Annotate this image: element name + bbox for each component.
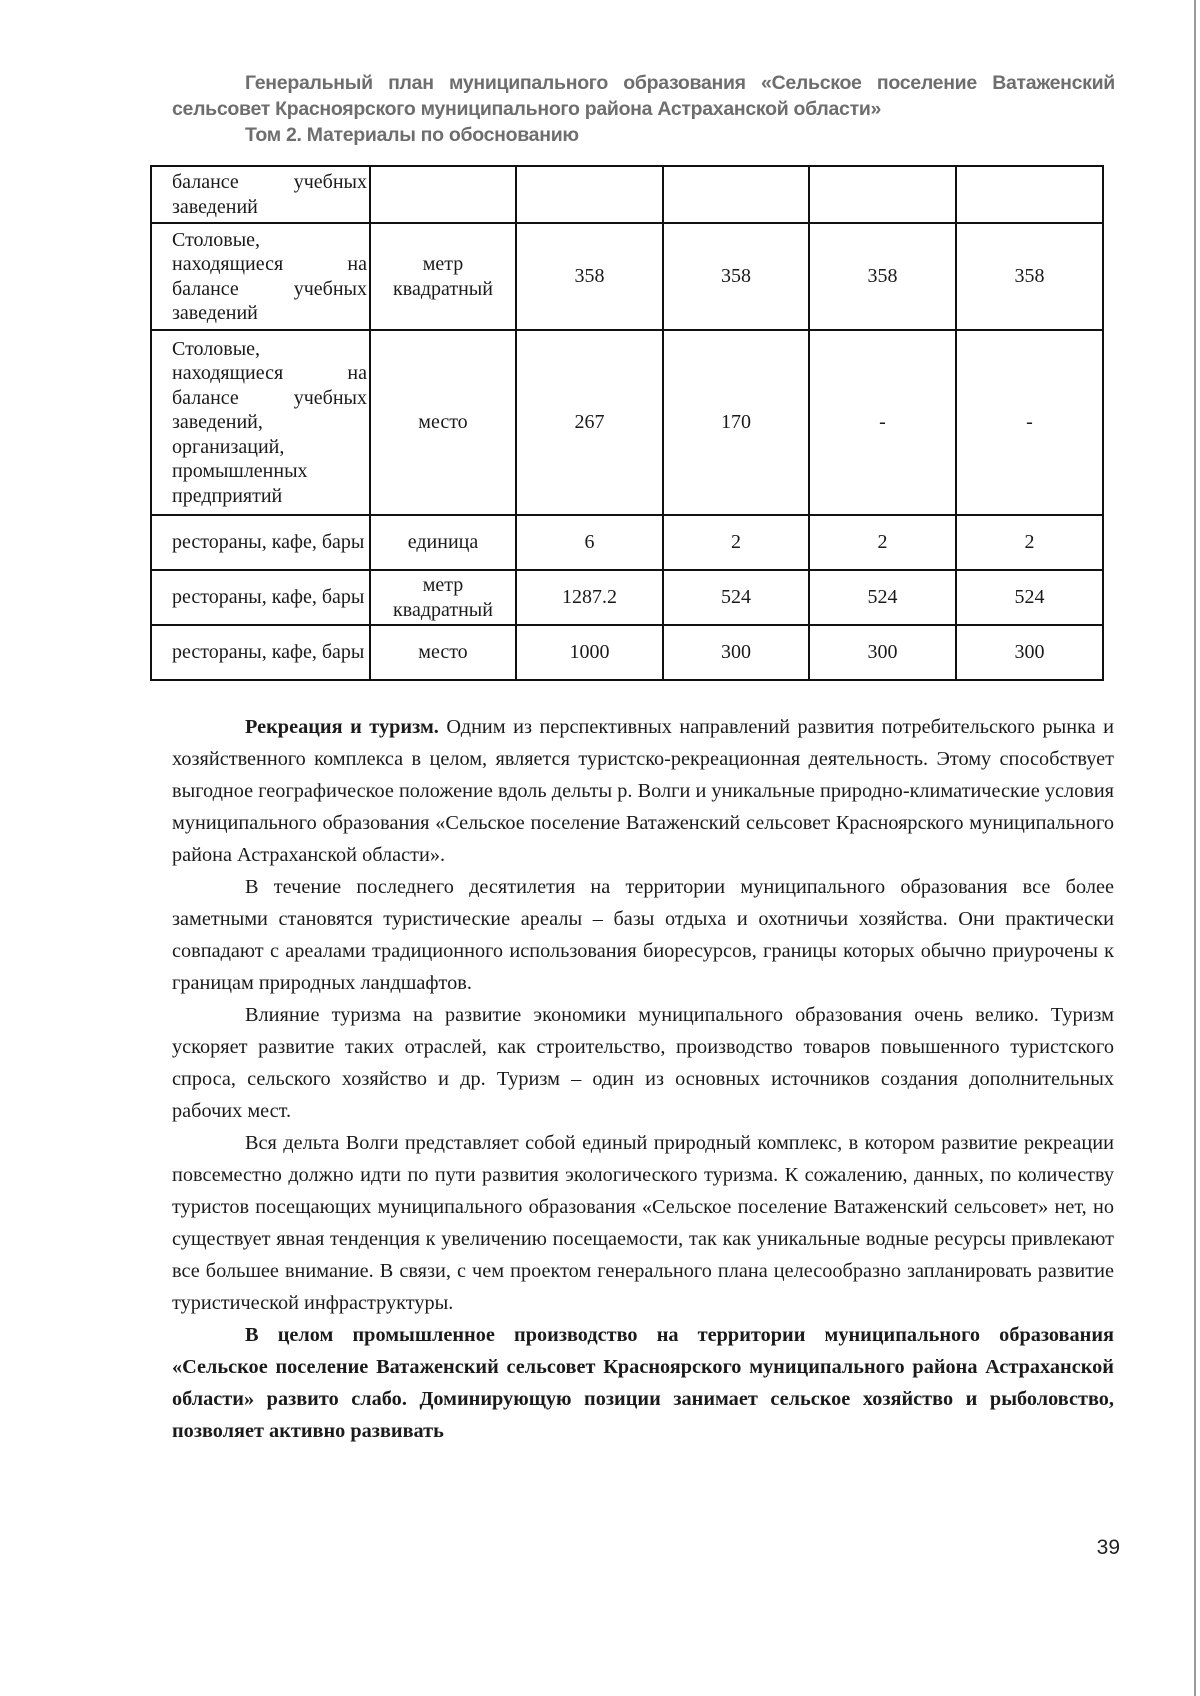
table-row <box>151 625 1103 680</box>
header-title-line-2: сельсовет Красноярского муниципального района Астраханской области» <box>172 98 882 120</box>
table-cell-value: 2 <box>663 515 809 570</box>
indicators-table <box>150 165 1104 681</box>
table-cell-value: 300 <box>809 625 956 680</box>
paragraph-industry-summary: В целом промышленное производство на территории муниципального образования «Сельское поселение Ватаженский сельсовет Красноярского муниципального района Астраханской области» развито слабо. Доминирующую позиции занимает сельское хозяйство и рыболовство, позволяет активно развивать <box>172 1324 1114 1442</box>
body-text <box>172 711 1114 1447</box>
table-cell-value: 358 <box>663 223 809 330</box>
table-cell-value: 300 <box>956 625 1103 680</box>
table-cell-unit: место <box>370 625 516 680</box>
table-cell-value: 1287.2 <box>516 570 663 625</box>
table-cell-unit: метр квадратный <box>370 570 516 625</box>
table-cell-name: Столовые, находящиеся на балансе учебных заведений <box>151 223 370 330</box>
table-cell-value: 524 <box>809 570 956 625</box>
paragraph-volga-delta: Вся дельта Волги представляет собой единый природный комплекс, в котором развитие рекреации повсеместно должно идти по пути развития экологического туризма. К сожалению, данных, по количеству туристов посещающих муниципального образования «Сельское поселение Ватаженский сельсовет» нет, но существует явная тенденция к увеличению посещаемости, так как уникальные водные ресурсы привлекают все большее внимание. В связи, с чем проектом генерального плана целесообразно запланировать развитие туристической инфраструктуры. <box>172 1132 1114 1314</box>
table-cell-value: 524 <box>663 570 809 625</box>
table-cell-name: рестораны, кафе, бары <box>151 570 370 625</box>
running-header <box>172 70 1115 148</box>
table-cell-name: рестораны, кафе, бары <box>151 515 370 570</box>
table-cell-value: 6 <box>516 515 663 570</box>
table-row <box>151 166 1103 223</box>
table-cell-value: 524 <box>956 570 1103 625</box>
paragraph-recreation <box>172 711 1114 871</box>
table-cell-value: 300 <box>663 625 809 680</box>
table-cell-value: 1000 <box>516 625 663 680</box>
table-cell-value <box>663 166 809 223</box>
table-cell-value: 2 <box>956 515 1103 570</box>
table-row <box>151 570 1103 625</box>
table-row <box>151 330 1103 515</box>
table-cell-value: 267 <box>516 330 663 515</box>
table-row <box>151 223 1103 330</box>
table-cell-value: 170 <box>663 330 809 515</box>
table-cell-value: 358 <box>809 223 956 330</box>
header-volume-line: Том 2. Материалы по обоснованию <box>245 124 579 146</box>
table-cell-name: балансе учебных заведений <box>151 166 370 223</box>
paragraph-tourist-areas: В течение последнего десятилетия на территории муниципального образования все более заметными становятся туристические ареалы – базы отдыха и охотничьи хозяйства. Они практически совпадают с ареалами традиционного использования биоресурсов, границы которых обычно приурочены к границам природных ландшафтов. <box>172 876 1114 994</box>
header-title-line-1: Генеральный план муниципального образования «Сельское поселение Ватаженский <box>245 72 1115 94</box>
page-number: 39 <box>1096 1536 1120 1559</box>
table-cell-unit: единица <box>370 515 516 570</box>
table-row <box>151 515 1103 570</box>
table-cell-value: 358 <box>956 223 1103 330</box>
paragraph-recreation-text: Одним из перспективных направлений развития потребительского рынка и хозяйственного комплекса в целом, является туристско-рекреационная деятельность. Этому способствует выгодное географическое положение вдоль дельты р. Волги и уникальные природно-климатические условия муниципального образования «Сельское поселение Ватаженский сельсовет Красноярского муниципального района Астраханской области». <box>172 716 1115 866</box>
table-cell-unit: место <box>370 330 516 515</box>
table-cell-value <box>516 166 663 223</box>
paragraph-heading-recreation: Рекреация и туризм. <box>245 716 439 738</box>
table-cell-value <box>809 166 956 223</box>
table-cell-value: - <box>956 330 1103 515</box>
page-edge-divider <box>1194 0 1196 1696</box>
table-cell-name: Столовые, находящиеся на балансе учебных заведений, организаций, промышленных предприятий <box>151 330 370 515</box>
table-cell-unit: метр квадратный <box>370 223 516 330</box>
table-cell-name: рестораны, кафе, бары <box>151 625 370 680</box>
table-cell-value: 358 <box>516 223 663 330</box>
table-cell-value: - <box>809 330 956 515</box>
table-cell-unit <box>370 166 516 223</box>
table-cell-value: 2 <box>809 515 956 570</box>
table-cell-value <box>956 166 1103 223</box>
paragraph-tourism-impact: Влияние туризма на развитие экономики муниципального образования очень велико. Туризм ускоряет развитие таких отраслей, как строительство, производство товаров повышенного туристского спроса, сельского хозяйство и др. Туризм – один из основных источников создания дополнительных рабочих мест. <box>172 1004 1114 1122</box>
